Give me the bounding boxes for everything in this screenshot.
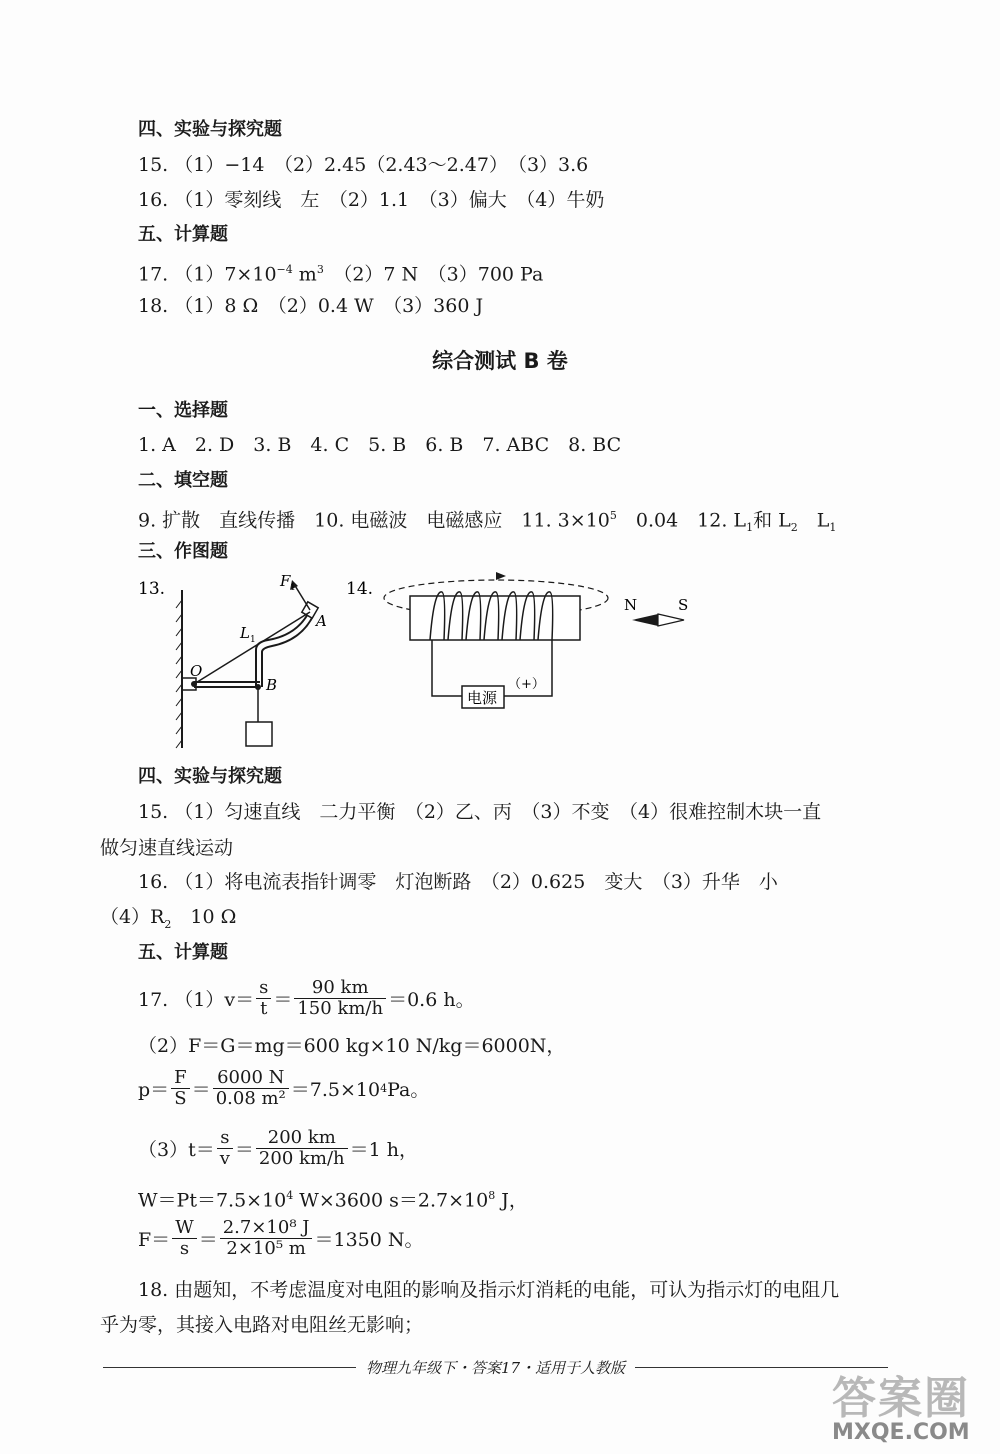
calc-line-1: 17. （1）v＝ $\frac{s}{t}$ ＝ $\frac{90 km}{150 km/h}$ ＝0.6 h。 xyxy=(138,977,475,1019)
compass-needle-s xyxy=(658,614,684,626)
field-direction-arrow xyxy=(496,572,506,580)
section-heading-calc: 五、计算题 xyxy=(138,224,228,245)
figure-13-lever xyxy=(138,570,338,760)
compass-needle-n xyxy=(632,614,658,626)
section-heading-fill: 二、填空题 xyxy=(138,470,228,491)
label-plus: （+） xyxy=(508,677,545,692)
arm-l1 xyxy=(194,612,310,684)
answer-q17: 17. $(1)7\times 10^{-4}$ $m^3$ （2）7 N （3）700 Pa xyxy=(138,263,544,286)
answer-fill: 9. 扩散 直线传播 10. 电磁波 电磁感应 11. $3\times 10^5$ 0.04 12. $L_1$和 $L_2$ $L_1$ xyxy=(138,509,837,535)
section-heading-experiment-b: 四、实验与探究题 xyxy=(138,766,282,787)
answer-q18: 18. （1）8 Ω （2）0.4 W （3）360 J xyxy=(138,295,484,317)
section-heading-drawing: 三、作图题 xyxy=(138,541,228,562)
label-l1: L xyxy=(240,624,250,642)
footer-rule-left xyxy=(103,1367,356,1368)
svg-text:1: 1 xyxy=(250,635,256,645)
answer-b-q18-line2: 乎为零，其接入电路对电阻丝无影响； xyxy=(100,1314,424,1336)
answer-b-q18-line1: 18. 由题知，不考虑温度对电阻的影响及指示灯消耗的电能，可认为指示灯的电阻几 xyxy=(138,1279,840,1301)
answer-b-q15-line1: 15. （1）匀速直线 二力平衡 （2）乙、丙 （3）不变 （4）很难控制木块一直 xyxy=(138,801,822,823)
footer-text: 物理九年级下・答案17・适用于人教版 xyxy=(365,1359,626,1377)
answer-q16: 16. （1）零刻线 左 （2）1.1 （3）偏大 （4）牛奶 xyxy=(138,189,605,211)
section-heading-experiment: 四、实验与探究题 xyxy=(138,119,282,140)
svg-text:1: 1 xyxy=(290,583,296,593)
label-s: S xyxy=(678,596,689,614)
label-b: B xyxy=(266,676,278,694)
force-f1-arrow xyxy=(294,584,310,610)
section-heading-calc-b: 五、计算题 xyxy=(138,942,228,963)
calc-line-3: p＝ $\frac{F}{S}$ ＝ $\frac{6000 N}{\text{0.08 m²}}$ ＝7.5×10 4 Pa。 xyxy=(138,1067,430,1109)
fig13-label: 13. xyxy=(138,579,166,599)
answer-q15: 15. （1）−14 （2）2.45（2.43～2.47） （3）3.6 xyxy=(138,154,589,176)
fig14-label: 14. xyxy=(346,579,374,599)
calc-line-5: $W=Pt=7.5\times 10^4$ W×3600 $s=2.7\times 10^8$ J， xyxy=(138,1189,528,1212)
label-o: O xyxy=(190,662,203,680)
answer-b-q16-line1: 16. （1）将电流表指针调零 灯泡断路 （2）0.625 变大 （3）升华 小 xyxy=(138,871,778,893)
answer-b-q16-line2: $(4)R_2$ 10 Ω xyxy=(100,906,237,931)
answer-choice: 1. A 2. D 3. B 4. C 5. B 6. B 7. ABC 8. BC xyxy=(138,434,622,456)
figure-14-solenoid xyxy=(346,570,706,720)
page-footer xyxy=(103,1357,888,1378)
label-a: A xyxy=(316,612,327,630)
answer-b-q15-line2: 做匀速直线运动 xyxy=(100,837,234,859)
label-power: 电源 xyxy=(467,689,498,707)
calc-line-6: F＝ $\frac{W}{s}$ ＝ $\frac{\text{2.7×10⁸ J}}{\text{2×10⁵ m}}$ ＝1350 N。 xyxy=(138,1217,424,1259)
weight-block xyxy=(246,722,272,746)
calc-line-4: （3）t＝ $\frac{s}{v}$ ＝ $\frac{200 km}{200 km/h}$ ＝1 h， xyxy=(138,1127,419,1169)
wire-left xyxy=(432,640,462,696)
label-n: N xyxy=(624,596,638,614)
watermark-logo: 答案圈 MXQE.COM xyxy=(832,1373,970,1445)
calc-line-2: （2）F＝G＝mg＝600 kg×10 N/kg＝6000N， xyxy=(138,1035,566,1057)
section-heading-choice: 一、选择题 xyxy=(138,400,228,421)
page-title: 综合测试 B 卷 xyxy=(432,349,568,373)
label-f1: F xyxy=(280,572,291,590)
